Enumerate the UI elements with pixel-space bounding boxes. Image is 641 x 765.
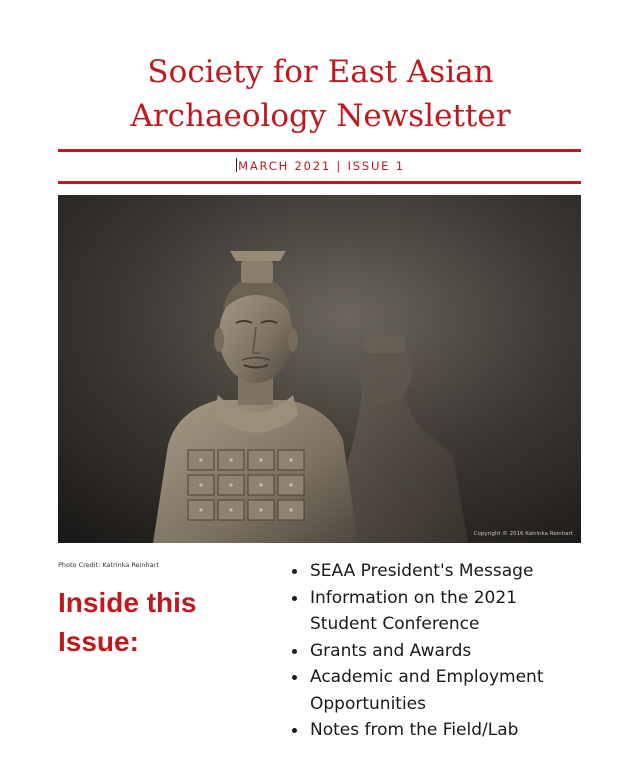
inside-this-issue-heading bbox=[58, 583, 258, 661]
contents-item bbox=[290, 717, 590, 744]
issue-date-text: MARCH 2021 | ISSUE 1 bbox=[238, 159, 405, 173]
bottom-divider bbox=[58, 181, 581, 184]
contents-item bbox=[290, 638, 590, 665]
contents-item-text: Academic and Employment bbox=[310, 667, 544, 687]
terracotta-warrior-photo bbox=[58, 195, 581, 543]
contents-list bbox=[290, 558, 590, 744]
contents-item-text: Information on the 2021 bbox=[310, 587, 517, 608]
top-divider bbox=[58, 149, 581, 152]
contents-item-text: Grants and Awards bbox=[310, 640, 472, 661]
title-line-2: Archaeology Newsletter bbox=[130, 98, 511, 134]
contents-item bbox=[290, 558, 590, 585]
contents-item bbox=[290, 664, 590, 717]
title-line-1: Society for East Asian bbox=[147, 54, 494, 90]
contents-item-text: SEAA President's Message bbox=[310, 561, 534, 581]
newsletter-title bbox=[0, 50, 641, 138]
photo-copyright: Copyright © 2016 Katrinka Reinhart bbox=[473, 531, 573, 537]
contents-item bbox=[290, 585, 590, 638]
issue-date-line[interactable] bbox=[0, 158, 641, 174]
contents-item-text-cont: Opportunities bbox=[310, 693, 426, 714]
contents-item-text: Notes from the Field/Lab bbox=[310, 720, 519, 740]
contents-item-text-cont: Student Conference bbox=[310, 614, 480, 634]
inside-heading-line-2: Issue: bbox=[58, 626, 139, 657]
photo-credit: Photo Credit: Katrinka Reinhart bbox=[58, 561, 159, 569]
inside-heading-line-1: Inside this bbox=[58, 587, 197, 618]
terracotta-warrior-illustration bbox=[58, 195, 581, 543]
